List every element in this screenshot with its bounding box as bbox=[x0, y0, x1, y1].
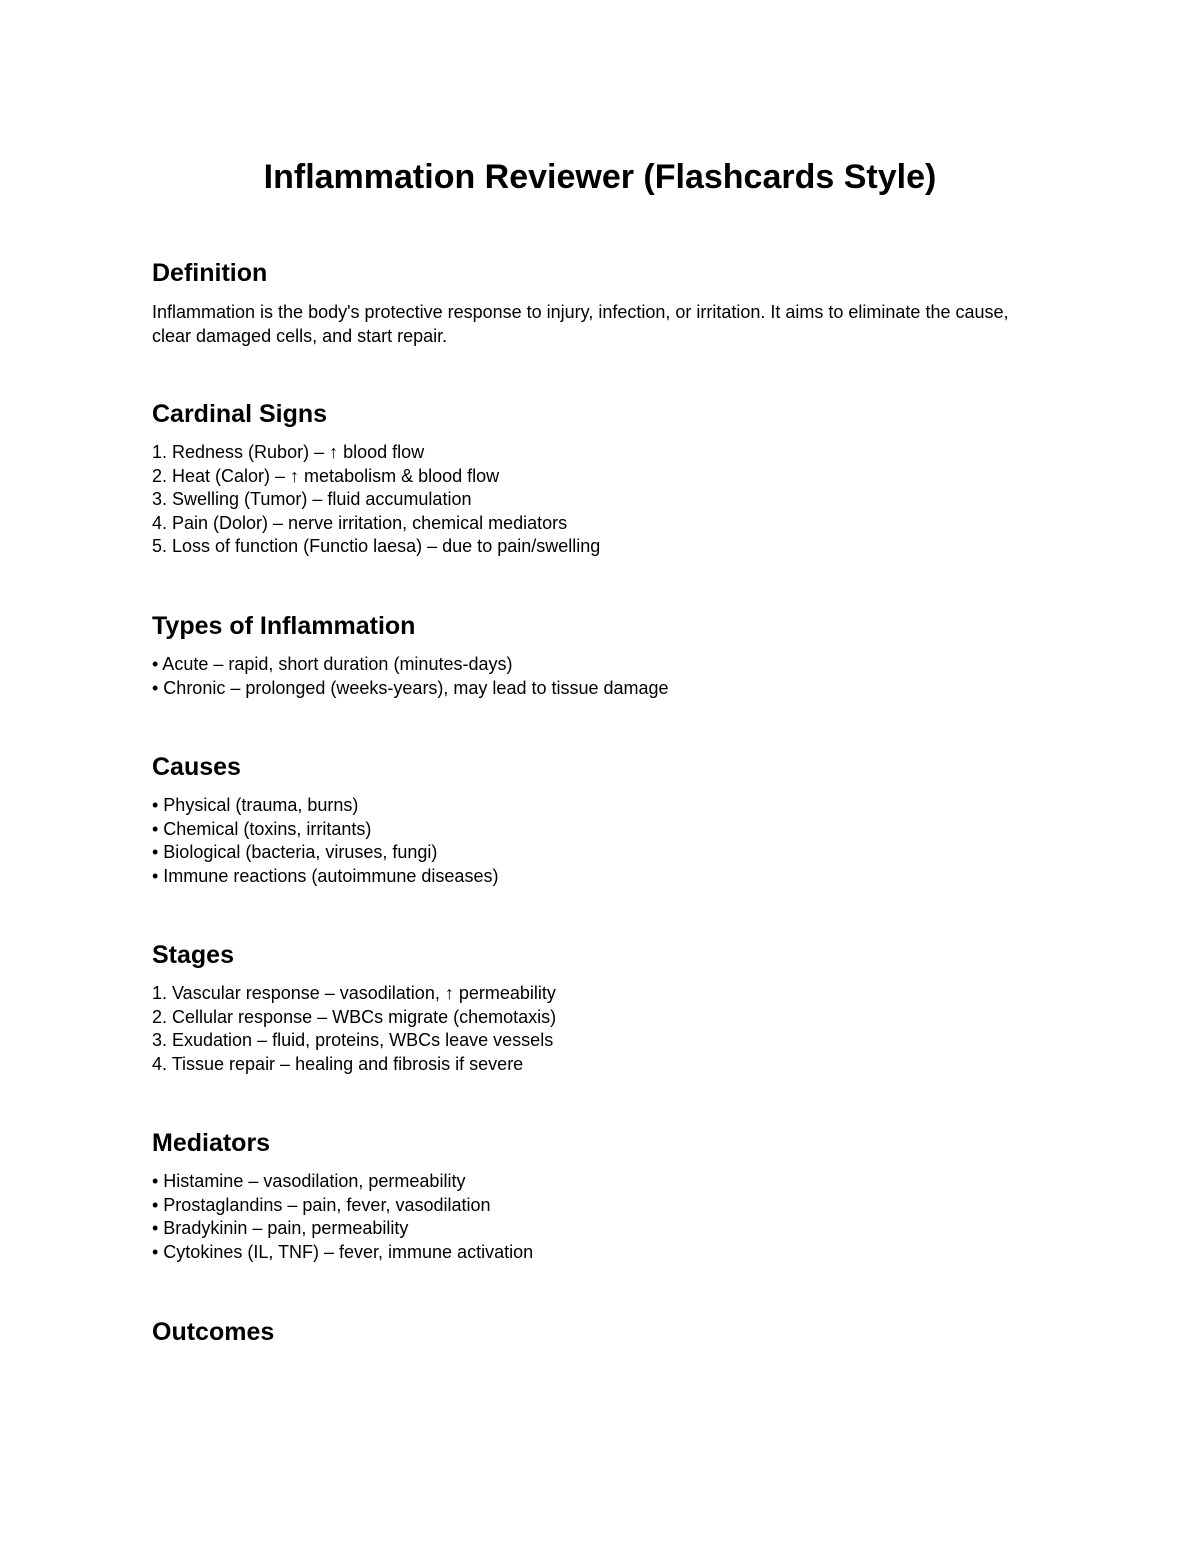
section-outcomes bbox=[152, 1316, 1052, 1359]
causes-list bbox=[152, 794, 1052, 888]
list-item: 5. Loss of function (Functio laesa) – due to pain/swelling bbox=[152, 536, 601, 557]
section-heading-stages: Stages bbox=[152, 941, 234, 969]
section-heading-outcomes: Outcomes bbox=[152, 1318, 275, 1346]
cardinal-signs-list bbox=[152, 441, 1052, 559]
list-item: 2. Cellular response – WBCs migrate (chemotaxis) bbox=[152, 1006, 557, 1027]
list-item: 4. Tissue repair – healing and fibrosis if severe bbox=[152, 1053, 524, 1074]
stages-list bbox=[152, 982, 1052, 1076]
section-heading-mediators: Mediators bbox=[152, 1129, 271, 1157]
list-item: • Chemical (toxins, irritants) bbox=[152, 818, 372, 839]
list-item: 1. Vascular response – vasodilation, ↑ permeability bbox=[152, 983, 556, 1003]
section-mediators bbox=[152, 1127, 1052, 1264]
list-item: 1. Redness (Rubor) – ↑ blood flow bbox=[152, 442, 425, 462]
section-heading-cardinal-signs: Cardinal Signs bbox=[152, 400, 328, 428]
list-item: • Acute – rapid, short duration (minutes-days) bbox=[152, 654, 513, 674]
section-heading-types: Types of Inflammation bbox=[152, 612, 416, 640]
definition-text: Inflammation is the body's protective response to injury, infection, or irritation. It aims to eliminate the cause, clear damaged cells, and start repair. bbox=[152, 302, 1009, 346]
list-item: • Bradykinin – pain, permeability bbox=[152, 1218, 409, 1239]
mediators-list bbox=[152, 1170, 1052, 1264]
section-definition bbox=[152, 257, 1052, 348]
list-item: • Prostaglandins – pain, fever, vasodilation bbox=[152, 1194, 491, 1215]
list-item: • Biological (bacteria, viruses, fungi) bbox=[152, 842, 438, 863]
section-stages bbox=[152, 939, 1052, 1076]
document-title: Inflammation Reviewer (Flashcards Style) bbox=[263, 158, 937, 196]
list-item: • Immune reactions (autoimmune diseases) bbox=[152, 865, 499, 886]
list-item: • Physical (trauma, burns) bbox=[152, 795, 359, 815]
list-item: 3. Swelling (Tumor) – fluid accumulation bbox=[152, 489, 472, 510]
list-item: • Cytokines (IL, TNF) – fever, immune activation bbox=[152, 1241, 534, 1262]
list-item: 2. Heat (Calor) – ↑ metabolism & blood flow bbox=[152, 465, 500, 486]
list-item: • Chronic – prolonged (weeks-years), may lead to tissue damage bbox=[152, 677, 669, 698]
section-causes bbox=[152, 751, 1052, 888]
types-list bbox=[152, 653, 1052, 700]
section-heading-causes: Causes bbox=[152, 753, 241, 781]
section-cardinal-signs bbox=[152, 398, 1052, 559]
section-types bbox=[152, 610, 1052, 700]
list-item: 4. Pain (Dolor) – nerve irritation, chemical mediators bbox=[152, 512, 568, 533]
list-item: • Histamine – vasodilation, permeability bbox=[152, 1171, 466, 1191]
list-item: 3. Exudation – fluid, proteins, WBCs leave vessels bbox=[152, 1030, 554, 1051]
section-heading-definition: Definition bbox=[152, 259, 268, 287]
